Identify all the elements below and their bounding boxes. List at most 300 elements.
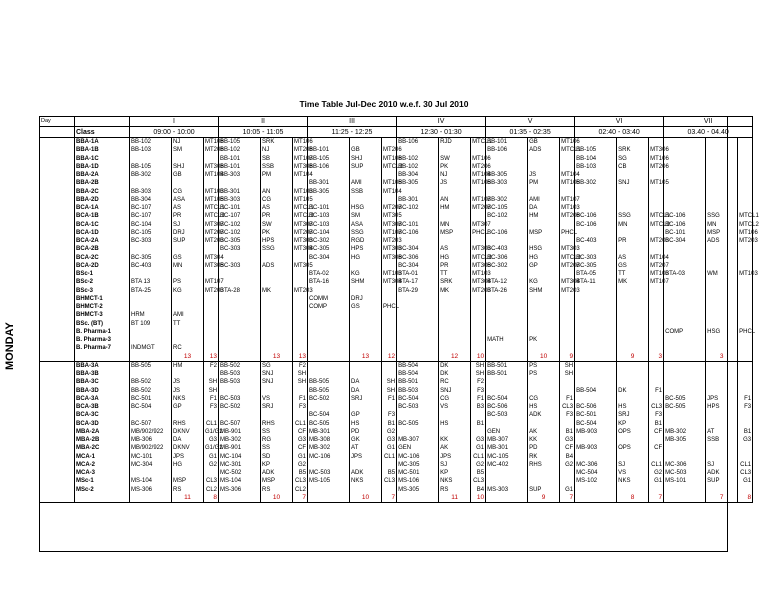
- teacher-code: HG: [350, 254, 382, 262]
- table-row: [40, 453, 753, 461]
- table-row: [40, 486, 753, 494]
- course-code: [219, 270, 261, 278]
- class-name: BCA-3B: [75, 403, 130, 411]
- course-code: BC-501: [130, 395, 172, 403]
- teacher-code: VS: [261, 395, 293, 403]
- day-cell: [40, 155, 75, 163]
- course-code: BB-103: [575, 163, 617, 171]
- teacher-code: PR: [617, 237, 649, 245]
- course-code: BC-107: [130, 212, 172, 220]
- room-code: B4: [471, 486, 486, 494]
- room-code: [560, 328, 575, 336]
- room-code: MT206: [294, 147, 313, 154]
- course-code: MC-502: [219, 469, 261, 477]
- room-code: [293, 311, 308, 319]
- day-cell: [40, 146, 75, 154]
- course-code: [397, 295, 439, 303]
- room-code: [293, 387, 308, 395]
- room-code: [382, 370, 397, 378]
- table-row: [40, 138, 753, 147]
- teacher-code: [617, 395, 649, 403]
- room-code: MT307: [205, 221, 224, 228]
- course-code: BC-502: [308, 395, 350, 403]
- teacher-code: SS: [261, 428, 293, 436]
- course-code: BC-305: [130, 254, 172, 262]
- count-blank: [664, 353, 706, 362]
- teacher-code: JPS: [439, 453, 471, 461]
- teacher-code: [528, 477, 560, 485]
- course-code: BC-104: [308, 229, 350, 237]
- day-cell: [40, 411, 75, 419]
- course-code: BB-106: [308, 163, 350, 171]
- day-cell: [40, 336, 75, 344]
- teacher-code: SUP: [706, 477, 738, 485]
- teacher-code: NKS: [350, 477, 382, 485]
- course-code: [575, 245, 617, 253]
- teacher-code: GB: [350, 146, 382, 154]
- course-code: BC-302: [308, 237, 350, 245]
- teacher-code: [261, 311, 293, 319]
- course-code: MATH: [486, 336, 528, 344]
- teacher-code: ASA: [350, 221, 382, 229]
- course-code: BC-303: [575, 254, 617, 262]
- day-cell: [40, 303, 75, 311]
- period-time: 03.40 - 04.40: [664, 127, 753, 138]
- teacher-code: SUP: [172, 237, 204, 245]
- teacher-code: HSG: [706, 328, 738, 336]
- teacher-code: SRK: [439, 278, 471, 286]
- course-code: MB-302: [219, 436, 261, 444]
- class-name: MCA-3: [75, 469, 130, 477]
- course-code: BC-106: [664, 212, 706, 220]
- table-row: [40, 436, 753, 444]
- teacher-code: HM: [172, 361, 204, 370]
- course-code: MB-302: [308, 444, 350, 452]
- teacher-code: SRJ: [617, 411, 649, 419]
- teacher-code: [528, 295, 560, 303]
- teacher-code: [706, 146, 738, 154]
- room-code: MT304: [294, 246, 313, 253]
- room-code: [738, 344, 753, 352]
- teacher-code: MSP: [706, 229, 738, 237]
- course-code: MS-303: [486, 486, 528, 494]
- room-code: [560, 295, 575, 303]
- room-code: G3: [560, 436, 575, 444]
- teacher-code: ADK: [261, 469, 293, 477]
- teacher-code: SHM: [528, 287, 560, 295]
- course-code: [486, 155, 528, 163]
- count-blank: [130, 494, 172, 503]
- course-code: [130, 295, 172, 303]
- class-name: MBA-2B: [75, 436, 130, 444]
- room-code: [738, 278, 753, 286]
- room-code: SH: [471, 370, 486, 378]
- teacher-code: AN: [439, 196, 471, 204]
- teacher-code: SM: [350, 212, 382, 220]
- course-code: [664, 179, 706, 187]
- day-cell: [40, 428, 75, 436]
- course-code: [397, 146, 439, 154]
- course-code: [219, 411, 261, 419]
- course-code: MC-402: [486, 461, 528, 469]
- teacher-code: [617, 328, 649, 336]
- room-code: MT106: [205, 139, 224, 146]
- teacher-code: [172, 179, 204, 187]
- course-code: MB-307: [397, 436, 439, 444]
- day-cell: [40, 486, 75, 494]
- teacher-code: [617, 486, 649, 494]
- course-code: MC-305: [397, 461, 439, 469]
- room-code: SH: [204, 387, 219, 395]
- room-code: [738, 204, 753, 212]
- room-code: MT106: [561, 139, 580, 146]
- room-code: [560, 477, 575, 485]
- teacher-code: [617, 370, 649, 378]
- course-code: [308, 344, 350, 352]
- teacher-code: SHM: [350, 278, 382, 286]
- room-code: [649, 229, 664, 237]
- teacher-code: OPS: [617, 428, 649, 436]
- teacher-code: SSB: [261, 163, 293, 171]
- room-code: MT203: [205, 238, 224, 245]
- course-code: [664, 146, 706, 154]
- course-code: BB-502: [219, 361, 261, 370]
- teacher-code: [261, 320, 293, 328]
- room-code: [649, 204, 664, 212]
- table-row: [40, 344, 753, 352]
- teacher-code: HPS: [706, 403, 738, 411]
- room-code: MT303: [294, 238, 313, 245]
- room-code: [649, 303, 664, 311]
- class-header: Class: [75, 127, 130, 138]
- teacher-code: [706, 486, 738, 494]
- course-code: [486, 477, 528, 485]
- room-code: G2: [382, 428, 397, 436]
- course-code: HRM: [130, 311, 172, 319]
- room-code: [471, 212, 486, 220]
- course-code: BC-303: [219, 262, 261, 270]
- room-code: MT306: [650, 147, 669, 154]
- room-code: B1: [471, 420, 486, 428]
- course-code: COMP: [308, 303, 350, 311]
- course-code: [664, 320, 706, 328]
- period-count-a: 13: [172, 353, 204, 362]
- room-code: [293, 320, 308, 328]
- teacher-code: [617, 361, 649, 370]
- teacher-code: DRJ: [172, 229, 204, 237]
- teacher-code: PS: [528, 361, 560, 370]
- course-code: BC-505: [664, 403, 706, 411]
- teacher-code: ADK: [528, 411, 560, 419]
- course-code: BC-502: [219, 403, 261, 411]
- room-code: MTCL2: [561, 254, 581, 261]
- count-blank: [486, 353, 528, 362]
- course-code: BC-105: [486, 204, 528, 212]
- teacher-code: [528, 311, 560, 319]
- teacher-code: SNJ: [617, 179, 649, 187]
- table-row: [40, 155, 753, 163]
- course-code: BC-106: [575, 221, 617, 229]
- class-name: BSc-3: [75, 287, 130, 295]
- table-row: [40, 229, 753, 237]
- course-code: BB-101: [308, 146, 350, 154]
- course-code: BC-106: [664, 221, 706, 229]
- course-code: [664, 163, 706, 171]
- day-cell: [40, 138, 75, 147]
- teacher-code: HM: [528, 212, 560, 220]
- course-code: [397, 320, 439, 328]
- teacher-code: [528, 344, 560, 352]
- teacher-code: [706, 303, 738, 311]
- teacher-code: PS: [528, 370, 560, 378]
- course-code: [664, 254, 706, 262]
- teacher-code: GP: [172, 403, 204, 411]
- course-code: [308, 287, 350, 295]
- room-code: MT203: [294, 287, 313, 294]
- room-code: MT105: [650, 180, 669, 187]
- room-code: [649, 171, 664, 179]
- teacher-code: [172, 245, 204, 253]
- teacher-code: SHJ: [172, 163, 204, 171]
- course-code: [130, 245, 172, 253]
- teacher-code: SSG: [706, 212, 738, 220]
- table-row: [40, 328, 753, 336]
- course-code: [219, 320, 261, 328]
- table-row: [40, 237, 753, 245]
- period-count-b: 9: [560, 353, 575, 362]
- course-code: BB-101: [219, 155, 261, 163]
- class-name: BSc-1: [75, 270, 130, 278]
- course-code: [219, 295, 261, 303]
- teacher-code: AS: [172, 204, 204, 212]
- course-code: BB-503: [397, 387, 439, 395]
- room-code: [471, 328, 486, 336]
- room-code: MT304: [472, 279, 491, 286]
- teacher-code: NJ: [172, 138, 204, 147]
- period-count-b: 7: [293, 494, 308, 503]
- course-code: [664, 361, 706, 370]
- table-row: [40, 444, 753, 452]
- course-code: BC-103: [308, 212, 350, 220]
- day-cell: [40, 171, 75, 179]
- period-count-b: 7: [560, 494, 575, 503]
- teacher-code: HG: [439, 254, 471, 262]
- room-code: [738, 155, 753, 163]
- course-code: [219, 303, 261, 311]
- period-count-a: 12: [439, 353, 471, 362]
- course-code: [575, 344, 617, 352]
- class-name: B. Pharma-7: [75, 344, 130, 352]
- course-code: [486, 469, 528, 477]
- teacher-code: [528, 303, 560, 311]
- table-row: [40, 254, 753, 262]
- room-code: [471, 336, 486, 344]
- teacher-code: DK: [617, 387, 649, 395]
- course-code: BTA-17: [397, 278, 439, 286]
- count-blank: [575, 353, 617, 362]
- teacher-code: RJD: [439, 138, 471, 147]
- course-code: [664, 278, 706, 286]
- teacher-code: DKNV: [172, 444, 204, 452]
- room-code: MT105: [472, 180, 491, 187]
- teacher-code: [439, 328, 471, 336]
- course-code: BB-501: [486, 361, 528, 370]
- day-cell: [40, 403, 75, 411]
- period-count-b: 8: [204, 494, 219, 503]
- teacher-code: RG: [261, 436, 293, 444]
- count-blank: [219, 494, 261, 503]
- room-code: F1: [293, 395, 308, 403]
- teacher-code: DA: [528, 204, 560, 212]
- course-code: [664, 287, 706, 295]
- course-code: BTA-02: [308, 270, 350, 278]
- room-code: [204, 320, 219, 328]
- room-code: [738, 378, 753, 386]
- course-code: BB-505: [130, 361, 172, 370]
- teacher-code: HS: [528, 403, 560, 411]
- course-code: BB-302: [130, 171, 172, 179]
- course-code: BTA-05: [575, 270, 617, 278]
- period-count-b: 3: [649, 353, 664, 362]
- course-code: [486, 328, 528, 336]
- room-code: MT203: [472, 287, 491, 294]
- course-code: MB-302: [664, 428, 706, 436]
- period-number: III: [308, 117, 397, 127]
- teacher-code: [350, 311, 382, 319]
- room-code: [382, 328, 397, 336]
- teacher-code: DK: [439, 361, 471, 370]
- room-code: CL3: [471, 477, 486, 485]
- teacher-code: JPS: [172, 453, 204, 461]
- course-code: GEN: [397, 444, 439, 452]
- teacher-code: [350, 262, 382, 270]
- class-name: BBA-3D: [75, 387, 130, 395]
- room-code: B1: [649, 420, 664, 428]
- count-blank: [130, 353, 172, 362]
- course-code: MB-308: [308, 436, 350, 444]
- teacher-code: SNJ: [261, 370, 293, 378]
- course-code: MC-104: [219, 453, 261, 461]
- day-cell: [40, 278, 75, 286]
- room-code: [204, 179, 219, 187]
- teacher-code: NKS: [617, 477, 649, 485]
- course-code: BTA-03: [664, 270, 706, 278]
- course-code: BC-101: [664, 229, 706, 237]
- course-code: BC-503: [219, 395, 261, 403]
- teacher-code: PS: [172, 278, 204, 286]
- room-code: PHCL: [561, 229, 578, 236]
- room-code: [293, 270, 308, 278]
- room-code: [293, 344, 308, 352]
- table-row: [40, 311, 753, 319]
- course-code: BB-301: [397, 196, 439, 204]
- room-code: CL3: [382, 477, 397, 485]
- period-count-a: 10: [350, 494, 382, 503]
- period-number: V: [486, 117, 575, 127]
- course-code: [219, 278, 261, 286]
- room-code: [649, 188, 664, 196]
- teacher-code: JS: [439, 179, 471, 187]
- teacher-code: [172, 411, 204, 419]
- teacher-code: [350, 138, 382, 147]
- room-code: MT104: [472, 172, 491, 179]
- room-code: CF: [560, 444, 575, 452]
- teacher-code: AT: [350, 444, 382, 452]
- room-code: [649, 196, 664, 204]
- room-code: CL1: [204, 420, 219, 428]
- table-row: [40, 387, 753, 395]
- teacher-code: PD: [528, 444, 560, 452]
- room-code: [560, 420, 575, 428]
- course-code: BTA-11: [575, 278, 617, 286]
- course-code: MB-901: [219, 444, 261, 452]
- room-code: CL1: [382, 453, 397, 461]
- teacher-code: [706, 387, 738, 395]
- course-code: [308, 403, 350, 411]
- room-code: CL2: [204, 486, 219, 494]
- teacher-code: SJ: [172, 221, 204, 229]
- class-name: BCA-2C: [75, 254, 130, 262]
- teacher-code: [528, 378, 560, 386]
- room-code: F1: [382, 395, 397, 403]
- room-code: G1/G2: [205, 445, 223, 452]
- period-number: VII: [664, 117, 753, 127]
- room-code: [738, 336, 753, 344]
- course-code: [575, 320, 617, 328]
- course-code: BC-106: [486, 229, 528, 237]
- table-row: [40, 477, 753, 485]
- table-row: [40, 428, 753, 436]
- teacher-code: DA: [350, 378, 382, 386]
- room-code: [560, 378, 575, 386]
- timetable: [39, 116, 759, 503]
- period-number: IV: [397, 117, 486, 127]
- room-code: [293, 411, 308, 419]
- room-code: MT304: [383, 279, 402, 286]
- day-cell: [40, 212, 75, 220]
- course-code: [486, 311, 528, 319]
- course-code: [486, 344, 528, 352]
- count-blank: [219, 353, 261, 362]
- room-code: F1: [560, 395, 575, 403]
- room-code: F2: [293, 361, 308, 370]
- teacher-code: [706, 262, 738, 270]
- course-code: MB-305: [664, 436, 706, 444]
- room-code: [471, 303, 486, 311]
- room-code: MT203: [739, 238, 758, 245]
- course-code: GEN: [486, 428, 528, 436]
- course-code: BB-105: [219, 138, 261, 147]
- teacher-code: [439, 411, 471, 419]
- room-code: [738, 196, 753, 204]
- course-code: [575, 453, 617, 461]
- course-code: [486, 163, 528, 171]
- teacher-code: JS: [172, 387, 204, 395]
- teacher-code: SM: [172, 146, 204, 154]
- course-code: BTA-12: [486, 278, 528, 286]
- course-code: [486, 295, 528, 303]
- room-code: MT305: [205, 262, 224, 269]
- room-code: MT105: [561, 180, 580, 187]
- course-code: BC-102: [397, 204, 439, 212]
- class-name: BBA-2C: [75, 188, 130, 196]
- course-code: [664, 387, 706, 395]
- teacher-code: [706, 420, 738, 428]
- room-code: [738, 138, 753, 147]
- course-code: BB-502: [130, 378, 172, 386]
- teacher-code: [439, 303, 471, 311]
- table-row: [40, 395, 753, 403]
